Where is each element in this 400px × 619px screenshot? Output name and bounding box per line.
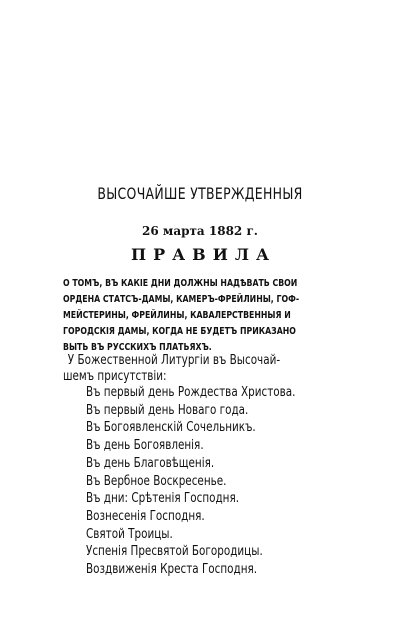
intro-paragraph <box>63 353 334 385</box>
holiday-list <box>86 384 348 579</box>
document-subtitle <box>63 276 355 356</box>
subtitle-line: ОРДЕНА СТАТСЪ-ДАМЫ, КАМЕРЪ-ФРЕЙЛИНЫ, ГОФ- <box>63 294 300 305</box>
subtitle-line: ВЫТЬ ВЪ РУССКИХЪ ПЛАТЬЯХЪ. <box>63 342 212 353</box>
document-date: 26 марта 1882 г. <box>142 224 258 238</box>
holiday-item: Въ дни: Срѣтенія Господня. <box>86 491 240 507</box>
intro-line: У Божественной Литургіи въ Высочай- <box>67 353 281 368</box>
document-heading: ПРАВИЛА <box>131 245 276 264</box>
holiday-item: Въ первый день Рождества Христова. <box>86 385 296 400</box>
subtitle-line: ГОРОДСКІЯ ДАМЫ, КОГДА НЕ БУДЕТЪ ПРИКАЗАНО <box>63 326 296 337</box>
holiday-item: Успенія Пресвятой Богородицы. <box>86 544 263 560</box>
intro-line: шемъ присутствіи: <box>63 369 167 384</box>
holiday-item: Воздвиженія Креста Господня. <box>86 562 258 578</box>
document-title: ВЫСОЧАЙШЕ УТВЕРЖДЕННЫЯ <box>97 184 303 203</box>
holiday-item: Святой Троицы. <box>86 526 173 542</box>
holiday-item: Въ день Богоявленія. <box>86 438 204 454</box>
holiday-item: Въ Богоявленскій Сочельникъ. <box>86 420 256 436</box>
holiday-item: Въ Вербное Воскресенье. <box>86 473 227 489</box>
holiday-item: Въ день Благовѣщенія. <box>86 455 215 471</box>
holiday-item: Вознесенія Господня. <box>86 508 205 524</box>
subtitle-line: МЕЙСТЕРИНЫ, ФРЕЙЛИНЫ, КАВАЛЕРСТВЕННЫЯ И <box>63 310 291 321</box>
subtitle-line: О ТОМЪ, ВЪ КАКІЕ ДНИ ДОЛЖНЫ НАДѢВАТЬ СВОИ <box>63 278 298 289</box>
holiday-item: Въ первый день Новаго года. <box>86 402 249 418</box>
